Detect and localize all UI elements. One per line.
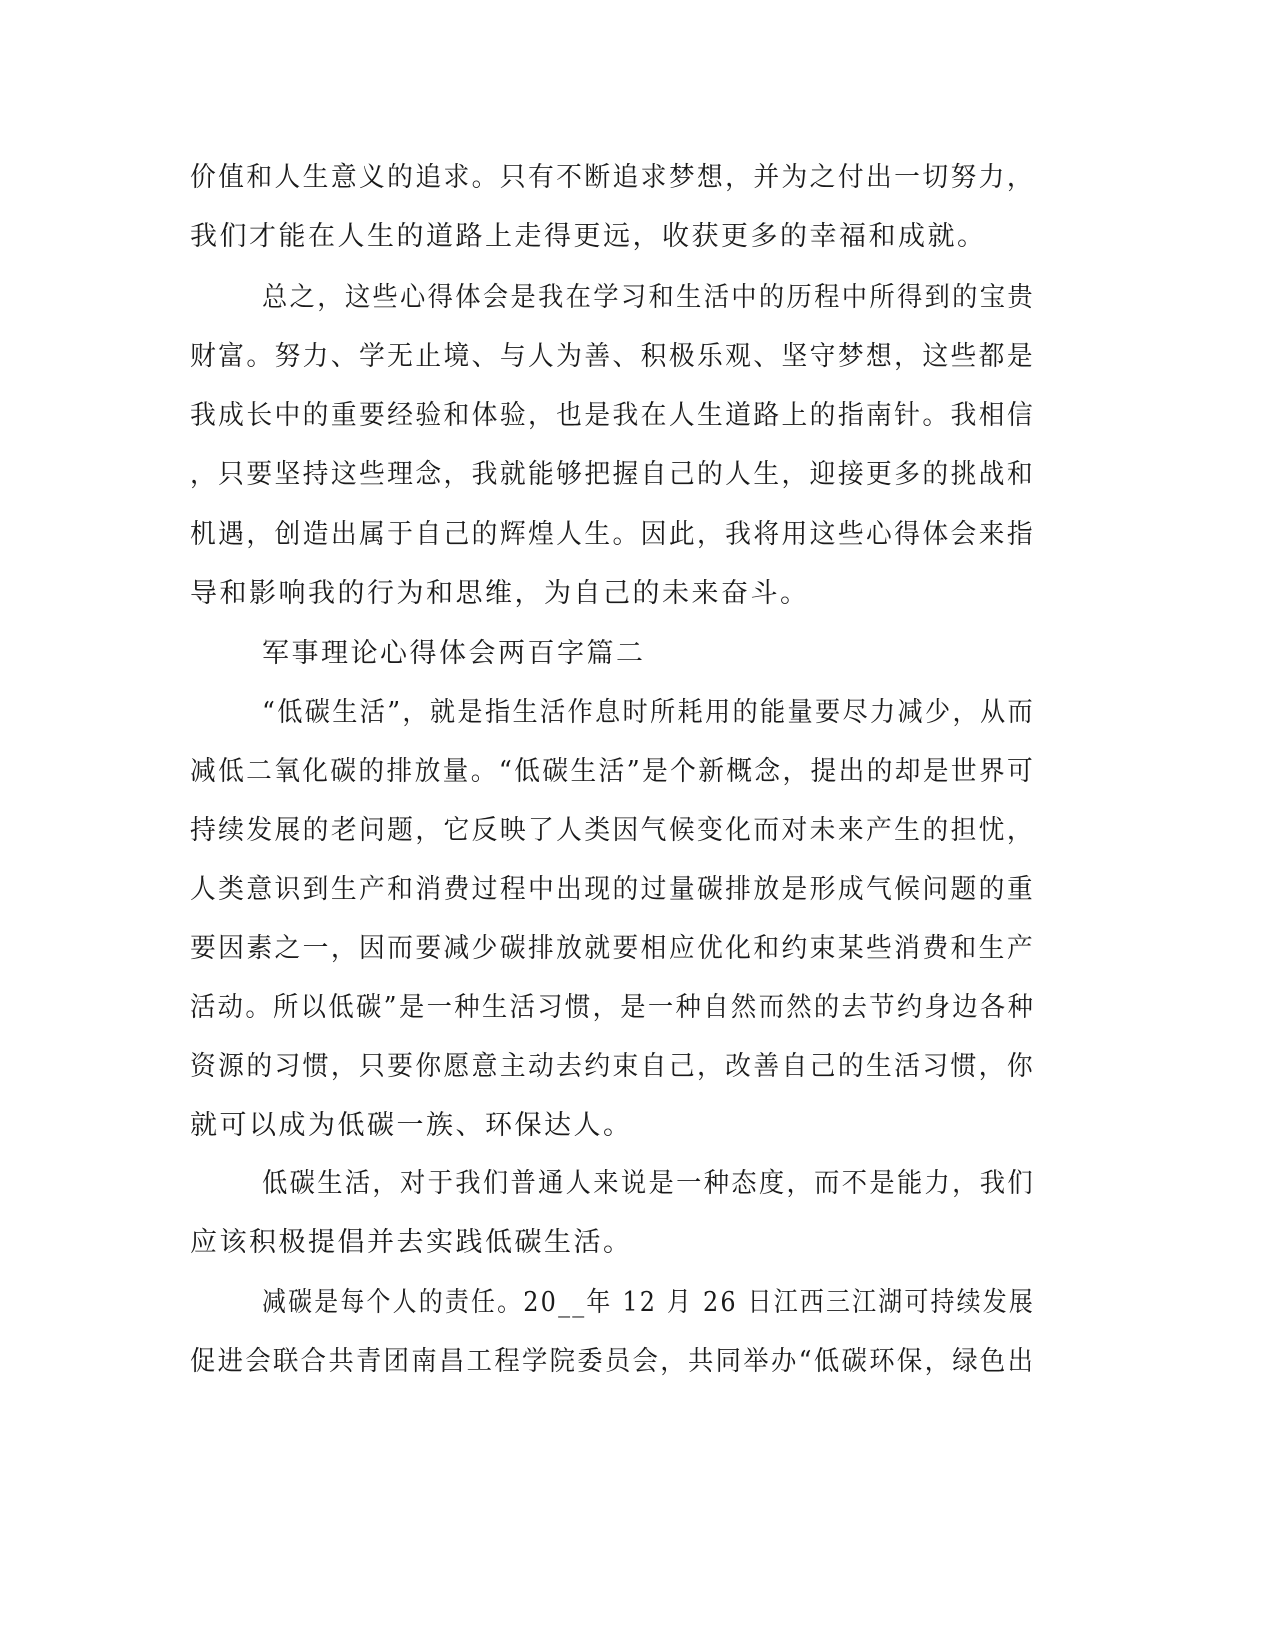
text-line: 财富。努力、学无止境、与人为善、积极乐观、坚守梦想，这些都是: [190, 341, 1035, 372]
section-heading: 军事理论心得体会两百字篇二: [262, 638, 646, 669]
text-line: 资源的习惯，只要你愿意主动去约束自己，改善自己的生活习惯，你: [190, 1051, 1035, 1082]
text-line: 人类意识到生产和消费过程中出现的过量碳排放是形成气候问题的重: [190, 874, 1035, 905]
text-line: 机遇，创造出属于自己的辉煌人生。因此，我将用这些心得体会来指: [190, 519, 1035, 550]
text-line: 价值和人生意义的追求。只有不断追求梦想，并为之付出一切努力，: [190, 162, 1035, 193]
text-line: 导和影响我的行为和思维，为自己的未来奋斗。: [190, 578, 810, 609]
text-line: 我们才能在人生的道路上走得更远，收获更多的幸福和成就。: [190, 221, 987, 252]
paragraph-start-line: “低碳生活”，就是指生活作息时所耗用的能量要尽力减少，从而: [262, 697, 1036, 728]
text-line: 我成长中的重要经验和体验，也是我在人生道路上的指南针。我相信: [190, 400, 1035, 431]
text-line: 应该积极提倡并去实践低碳生活。: [190, 1227, 633, 1258]
paragraph-start-line: 总之，这些心得体会是我在学习和生活中的历程中所得到的宝贵: [262, 282, 1035, 313]
text-line: 持续发展的老问题，它反映了人类因气候变化而对未来产生的担忧，: [190, 815, 1035, 846]
text-line: 要因素之一，因而要减少碳排放就要相应优化和约束某些消费和生产: [190, 933, 1035, 964]
paragraph-start-line: 低碳生活，对于我们普通人来说是一种态度，而不是能力，我们: [262, 1168, 1035, 1199]
paragraph-start-line: 减碳是每个人的责任。20__年 12 月 26 日江西三江湖可持续发展: [262, 1287, 1035, 1318]
text-line: 促进会联合共青团南昌工程学院委员会，共同举办“低碳环保，绿色出: [190, 1346, 1036, 1377]
text-line: 活动。所以低碳”是一种生活习惯，是一种自然而然的去节约身边各种: [190, 992, 1036, 1023]
text-line: 减低二氧化碳的排放量。“低碳生活”是个新概念，提出的却是世界可: [190, 756, 1036, 787]
text-line: ，只要坚持这些理念，我就能够把握自己的人生，迎接更多的挑战和: [190, 459, 1035, 490]
text-line: 就可以成为低碳一族、环保达人。: [190, 1110, 633, 1141]
